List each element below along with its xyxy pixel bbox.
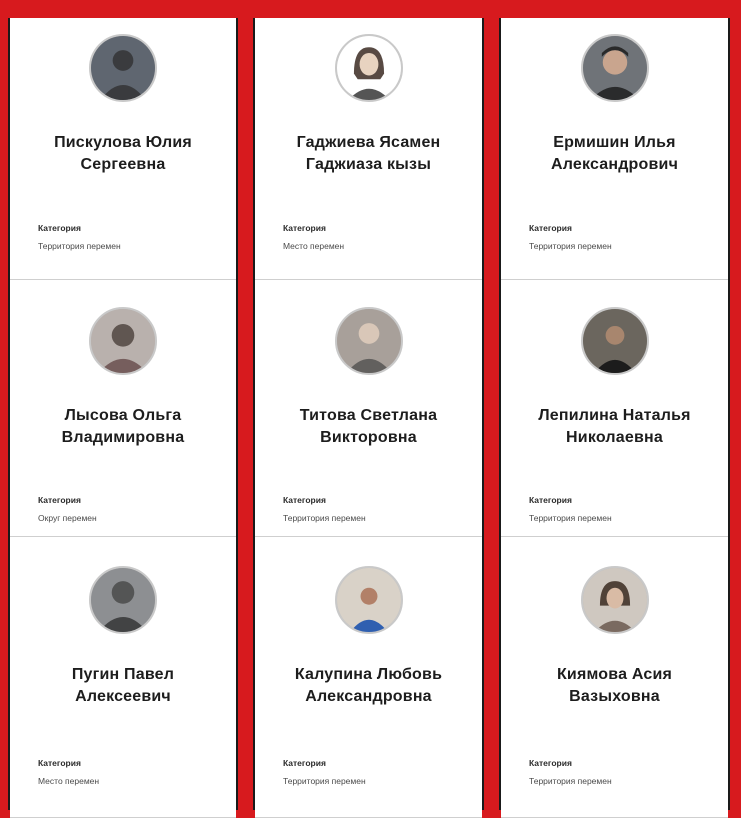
profile-card[interactable] xyxy=(501,18,728,280)
person-name[interactable]: Калупина Любовь Александровна xyxy=(294,666,443,705)
person-photo-icon xyxy=(583,568,647,632)
category-value: Место перемен xyxy=(38,776,100,786)
column-3 xyxy=(499,18,730,810)
person-photo-icon xyxy=(583,36,647,100)
profile-card[interactable] xyxy=(255,538,482,818)
person-photo-icon xyxy=(337,36,401,100)
category-value: Территория перемен xyxy=(283,513,366,523)
person-name[interactable]: Киямова Асия Вазыховна xyxy=(556,666,673,705)
profile-card[interactable] xyxy=(255,18,482,280)
category-label: Категория xyxy=(38,495,81,505)
profile-card[interactable] xyxy=(501,538,728,818)
category-value: Территория перемен xyxy=(529,776,612,786)
person-photo-icon xyxy=(337,568,401,632)
column-1 xyxy=(8,18,238,810)
category-label: Категория xyxy=(283,223,326,233)
person-name[interactable]: Пугин Павел Алексеевич xyxy=(71,666,175,705)
avatar xyxy=(335,34,403,102)
profile-card[interactable] xyxy=(10,18,236,280)
avatar xyxy=(581,34,649,102)
avatar xyxy=(89,34,157,102)
category-label: Категория xyxy=(283,758,326,768)
avatar xyxy=(335,566,403,634)
profile-card[interactable] xyxy=(255,281,482,537)
category-label: Категория xyxy=(38,223,81,233)
category-label: Категория xyxy=(529,495,572,505)
person-photo-icon xyxy=(91,36,155,100)
person-name[interactable]: Пискулова Юлия Сергеевна xyxy=(54,134,192,173)
person-name[interactable]: Ермишин Илья Александрович xyxy=(550,134,679,173)
category-label: Категория xyxy=(529,758,572,768)
category-value: Территория перемен xyxy=(283,776,366,786)
category-value: Место перемен xyxy=(283,241,345,251)
person-name[interactable]: Лепилина Наталья Николаевна xyxy=(538,407,691,446)
column-2 xyxy=(253,18,484,810)
person-name[interactable]: Титова Светлана Викторовна xyxy=(299,407,438,446)
person-name[interactable]: Лысова Ольга Владимировна xyxy=(61,407,185,446)
category-label: Категория xyxy=(529,223,572,233)
category-label: Категория xyxy=(38,758,81,768)
person-photo-icon xyxy=(337,309,401,373)
profile-card[interactable] xyxy=(10,538,236,818)
person-photo-icon xyxy=(91,568,155,632)
category-value: Округ перемен xyxy=(38,513,97,523)
category-value: Территория перемен xyxy=(529,513,612,523)
avatar xyxy=(581,566,649,634)
profile-card[interactable] xyxy=(10,281,236,537)
category-value: Территория перемен xyxy=(38,241,121,251)
avatar xyxy=(335,307,403,375)
category-value: Территория перемен xyxy=(529,241,612,251)
person-name[interactable]: Гаджиева Ясамен Гаджиаза кызы xyxy=(296,134,441,173)
avatar xyxy=(89,566,157,634)
person-photo-icon xyxy=(583,309,647,373)
category-label: Категория xyxy=(283,495,326,505)
avatar xyxy=(89,307,157,375)
avatar xyxy=(581,307,649,375)
profile-card[interactable] xyxy=(501,281,728,537)
person-photo-icon xyxy=(91,309,155,373)
